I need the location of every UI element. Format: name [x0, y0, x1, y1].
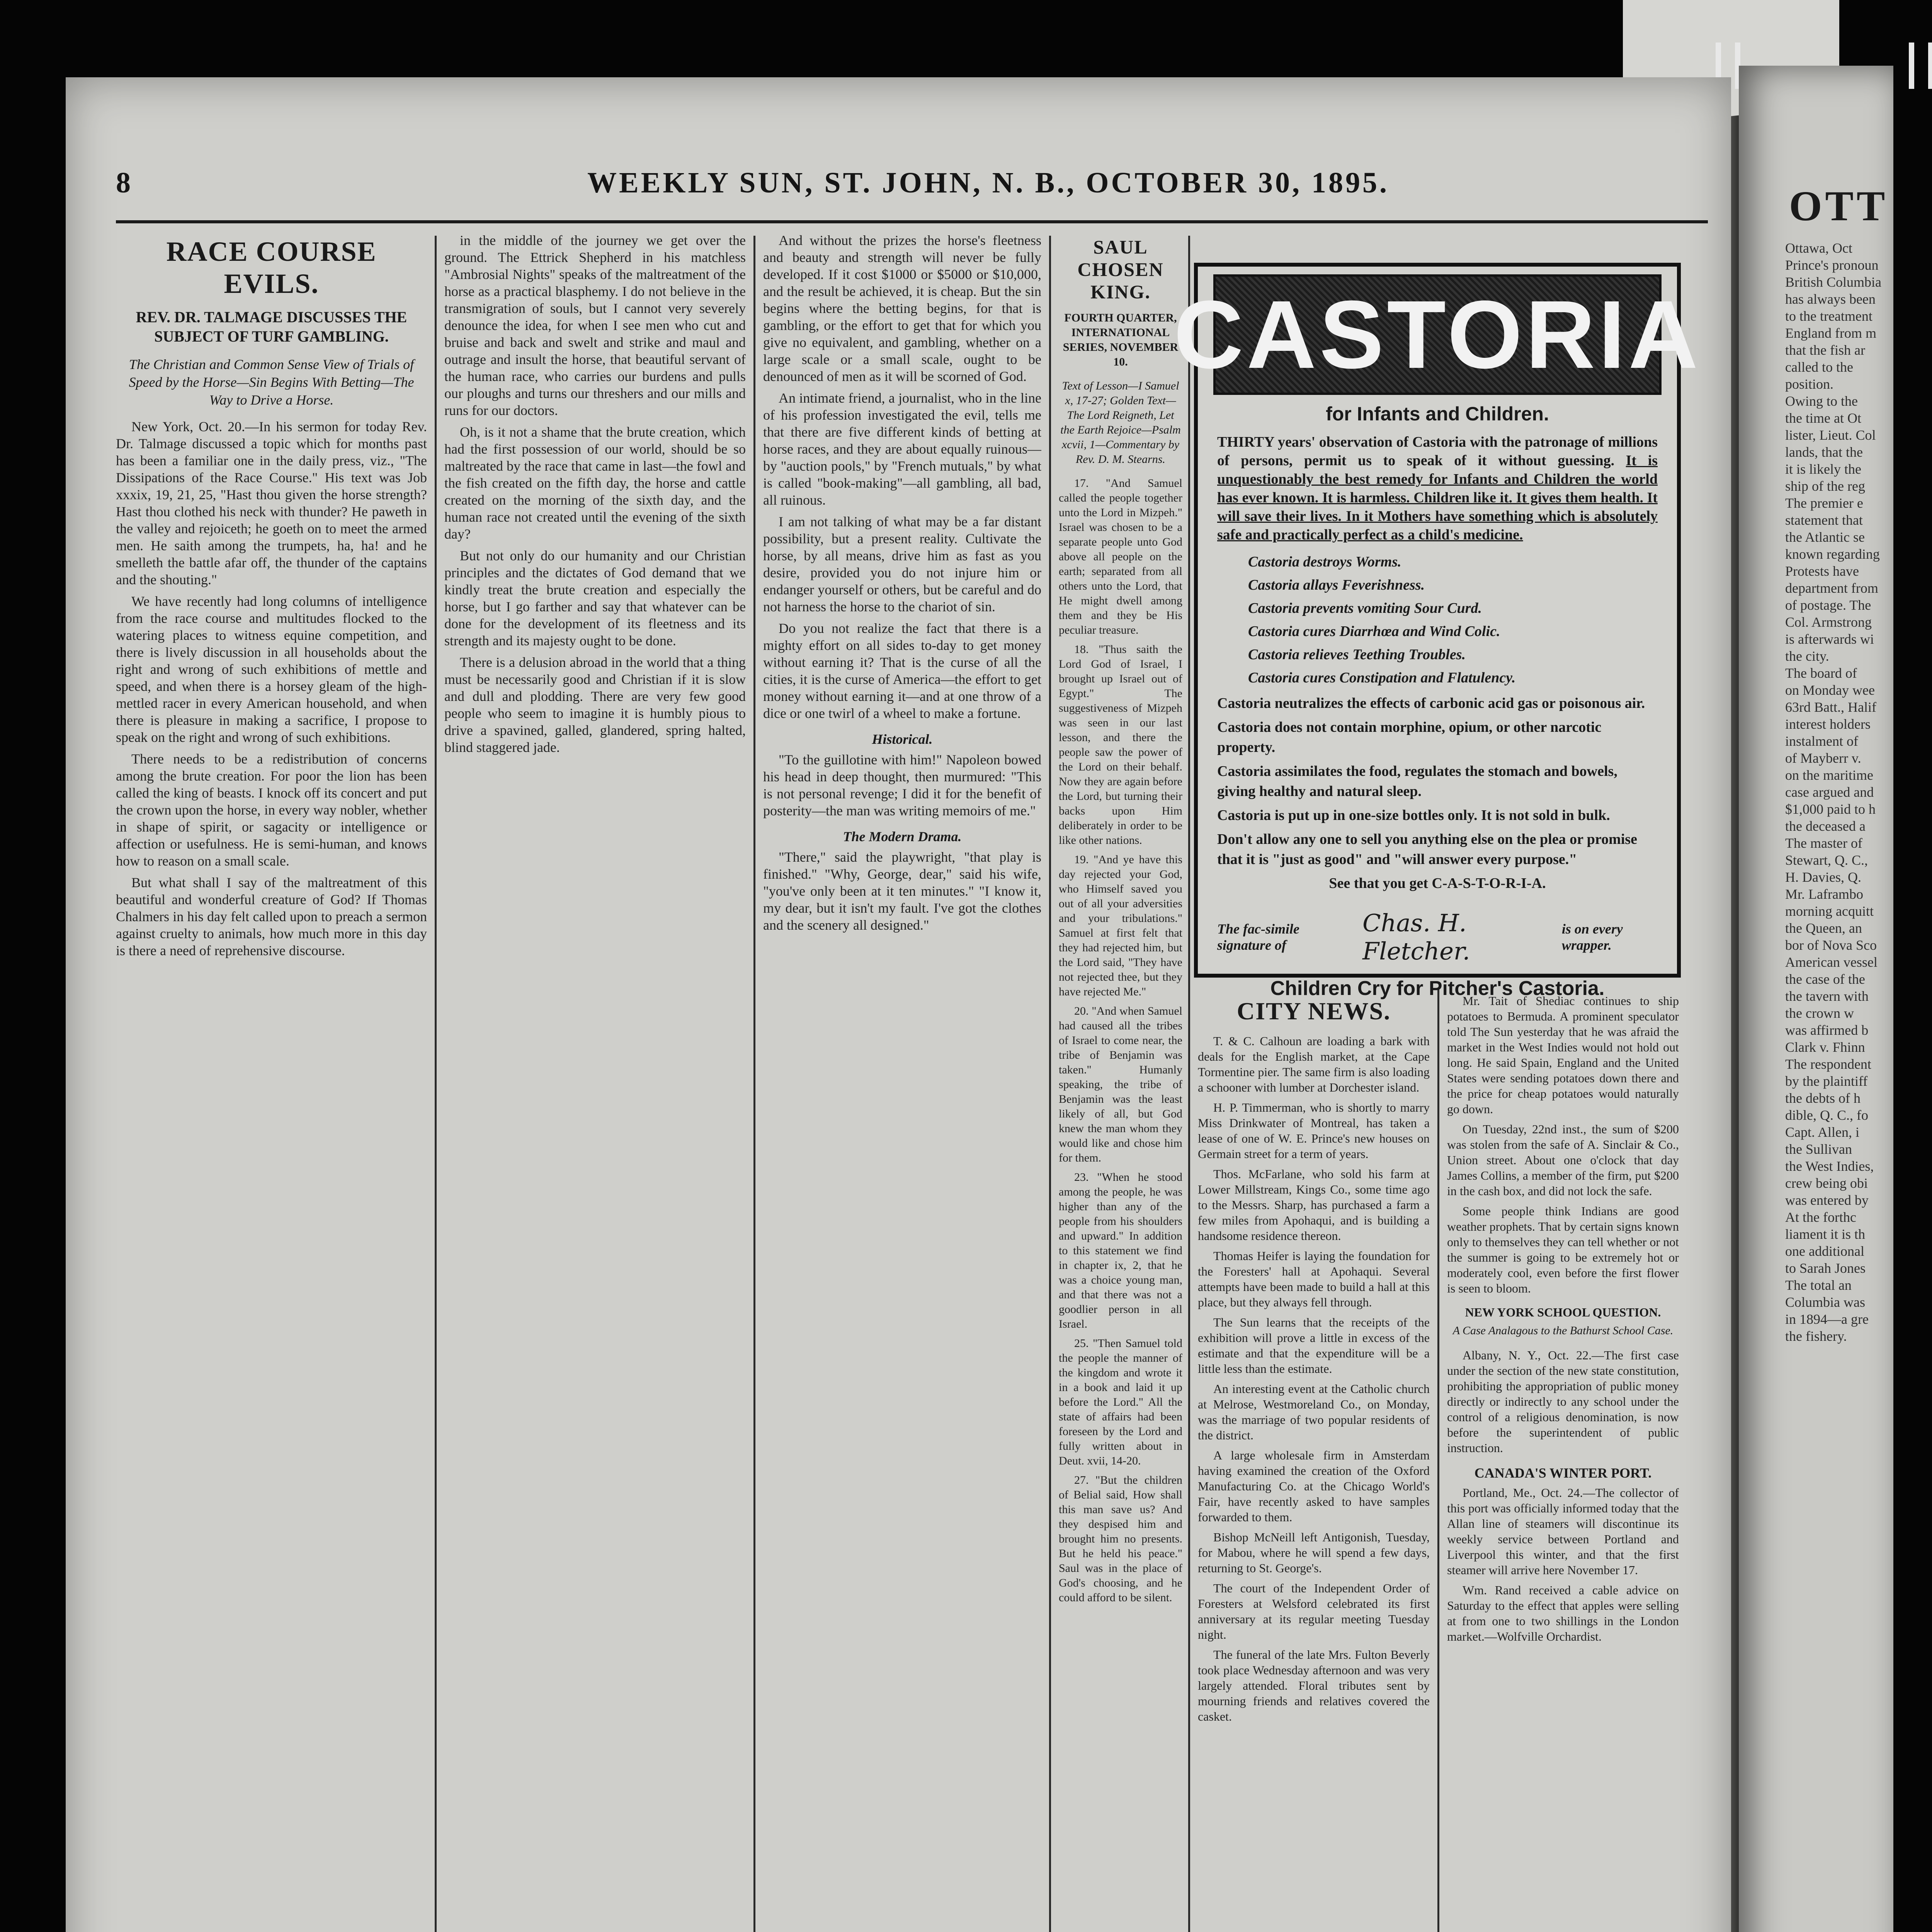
adjacent-page-line: was entered by [1785, 1192, 1869, 1208]
paragraph: in the middle of the journey we get over the ground. The Ettrick Shepherd in his matchless "Ambrosial Nights" speaks of the maltreatment of the horse as a practical blasphemy. I do not believe in the transmigration of souls, but I cannot very severely denounce the idea, for when I see men who cut and bruise and back and swelt and strike and maul and outrage and insult the horse, that beautiful servant of the human race, who carries our burdens and pulls our ploughs and turns our threshers and our mills and runs for our doctors. [444, 233, 746, 418]
paragraph: There needs to be a redistribution of concerns among the brute creation. For poor the lion has been called the king of beasts. I knock off its concert and put the crown upon the horse, in every way nobler, whether in shape of spirit, or sagacity or intelligence or affection or usefulness. He is semi-human, and knows how to reason on a small scale. [116, 751, 427, 869]
adjacent-page-line: the Atlantic se [1785, 529, 1865, 545]
paragraph: Albany, N. Y., Oct. 22.—The first case under the section of the new state constitution, prohibiting the appropriation of public money directly or indirectly to any school under the control of a religious denomination, is now before the superintendent of public instruction. [1447, 1348, 1679, 1455]
adjacent-page-line: the Sullivan [1785, 1141, 1852, 1157]
column-rule [753, 236, 755, 1932]
adjacent-page-line: liament it is th [1785, 1226, 1865, 1242]
paragraph: 25. "Then Samuel told the people the manner of the kingdom and wrote it in a book and laid it up before the Lord." All the state of affairs had been foreseen by the Lord and fully written about in Deut. xvii, 14-20. [1059, 1337, 1182, 1467]
paragraph: I am not talking of what may be a far distant possibility, but a present reality. Cultivate the horse, by all means, drive him as fast as you desire, provided you do not injure him or endanger yourself or others, but be careful and do not harness the horse to the chariot of sin. [763, 514, 1041, 614]
adjacent-page-line: to the treatment [1785, 308, 1872, 324]
paragraph: 23. "When he stood among the people, he was higher than any of the people from his shoulders and upward." In addition to this statement we find in chapter ix, 2, that he was a choice young man, and that there was not a goodlier person in all Israel. [1059, 1171, 1182, 1330]
adjacent-page-line: crew being obi [1785, 1175, 1868, 1191]
paragraph: There is a delusion abroad in the world that a thing must be necessarily good and Christian if it is slow and dull and plodding. There are very few good people who seem to imagine it is humbly pious to drive a spavined, galled, glandered, spring halted, blind staggered jade. [444, 655, 746, 755]
adjacent-page-line: 63rd Batt., Halif [1785, 699, 1876, 715]
scan-mark [1909, 43, 1914, 89]
subdeck: The Christian and Common Sense View of Trials of Speed by the Horse—Sin Begins With Betting—The Way to Drive a Horse. [129, 357, 414, 408]
adjacent-page-line: Stewart, Q. C., [1785, 852, 1868, 868]
newspaper-title: WEEKLY SUN, ST. JOHN, N. B., OCTOBER 30, 1895. [587, 167, 1389, 199]
adjacent-page-line: England from m [1785, 325, 1876, 341]
headline: SAUL CHOSEN KING. [1077, 236, 1164, 303]
article-race-course-evils [116, 232, 427, 1932]
adjacent-page-line: is afterwards wi [1785, 631, 1874, 647]
adjacent-page-line: it is likely the [1785, 461, 1861, 477]
signature-suffix: is on every wrapper. [1561, 921, 1623, 953]
adjacent-page-line: of postage. The [1785, 597, 1871, 613]
article-saul-chosen-king [1059, 232, 1182, 1932]
paragraph: The court of the Independent Order of Foresters at Welsford celebrated its first anniversary at its regular meeting Tuesday night. [1198, 1581, 1430, 1641]
paragraph: On Tuesday, 22nd inst., the sum of $200 was stolen from the safe of A. Sinclair & Co., Union street. About one o'clock that day James Collins, a member of the firm, put $200 in the cash box, and did not lock the safe. [1447, 1122, 1679, 1198]
adjacent-page-line: dible, Q. C., fo [1785, 1107, 1868, 1123]
paragraph: Oh, is it not a shame that the brute creation, which had the first possession of our world, should be so maltreated by the race that came in last—the fowl and the fish created on the fifth day, the horse and cattle created on the morning of the sixth day, and the human race not created until the evening of the sixth day? [444, 424, 746, 542]
column-rule [435, 236, 437, 1932]
paragraph: Thomas Heifer is laying the foundation for the Foresters' hall at Apohaqui. Several attempts have been made to build a hall at this place, but they always fell through. [1198, 1249, 1430, 1309]
deck: FOURTH QUARTER, INTERNATIONAL SERIES, NOVEMBER 10. [1063, 311, 1179, 368]
paragraph: And without the prizes the horse's fleetness and beauty and strength will never be fully developed. If it cost $1000 or $5000 or $10,000, and the result be achieved, it is cheap. But the sin begins where the betting begins, for that is gambling, or the effort to get that for which you give no equivalent, and gambling, whether on a large scale or a small scale, ought to be denounced of men as it will be scorned of God. [763, 233, 1041, 384]
paragraph: Mr. Tait of Shediac continues to ship potatoes to Bermuda. A prominent speculator told The Sun yesterday that he was afraid the market in the West Indies would not hold out long. He said Spain, England and the United States were sending potatoes down there and the price for cheap potatoes would naturally go down. [1447, 994, 1679, 1116]
paragraph: 20. "And when Samuel had caused all the tribes of Israel to come near, the tribe of Benjamin was taken." Humanly speaking, the tribe of Benjamin was the least likely of all, but God knew the man whom they would like and chose him for them. [1059, 1005, 1182, 1164]
adjacent-page-line: statement that [1785, 512, 1863, 528]
adjacent-page-line: morning acquitt [1785, 903, 1874, 919]
paragraph: Thos. McFarlane, who sold his farm at Lower Millstream, Kings Co., some time ago to the Messrs. Sharp, has purchased a farm a few miles from Apohaqui, and is building a handsome residence thereon. [1198, 1167, 1430, 1243]
page-number: 8 [116, 167, 133, 199]
adjacent-page-line: known regarding [1785, 546, 1880, 562]
adjacent-page-line: to Sarah Jones [1785, 1260, 1866, 1276]
adjacent-page-line: $1,000 paid to h [1785, 801, 1876, 817]
paragraph: 27. "But the children of Belial said, How shall this man save us? And they despised him and brought him no presents. But he held his peace." Saul was in the place of God's choosing, and he could afford to be silent. [1059, 1474, 1182, 1604]
adjacent-page-line: H. Davies, Q. [1785, 869, 1861, 885]
ad-claim: See that you get C-A-S-T-O-R-I-A. [1329, 875, 1546, 891]
article-city-news [1198, 993, 1430, 1932]
adjacent-page-line: The total an [1785, 1277, 1852, 1293]
paragraph: An interesting event at the Catholic church at Melrose, Westmoreland Co., on Monday, was the marriage of two popular residents of the district. [1198, 1382, 1430, 1442]
adjacent-page-line: Protests have [1785, 563, 1859, 579]
adjacent-page-line: interest holders [1785, 716, 1871, 732]
castoria-banner [1173, 274, 1701, 395]
ad-claim: Castoria is put up in one-size bottles only. It is not sold in bulk. [1217, 807, 1610, 823]
adjacent-page-line: the city. [1785, 648, 1829, 664]
ad-intro [1217, 433, 1658, 544]
adjacent-page-line: the Queen, an [1785, 920, 1862, 936]
adjacent-page-line: one additional [1785, 1243, 1864, 1259]
article-local-items [1447, 993, 1679, 1932]
adjacent-page-line: on Monday wee [1785, 682, 1875, 698]
adjacent-page-line: Clark v. Fhinn [1785, 1039, 1865, 1055]
paragraph: A large wholesale firm in Amsterdam having examined the creation of the Oxford Manufacturing Co. at the Chicago World's Fair, have recently asked to have samples forwarded to them. [1198, 1448, 1430, 1524]
list-item: Castoria allays Feverishness. [1248, 577, 1425, 593]
headline: CITY NEWS. [1236, 997, 1391, 1025]
adjacent-page-line: position. [1785, 376, 1834, 392]
ad-subtitle: for Infants and Children. [1326, 403, 1549, 425]
list-item: Castoria cures Constipation and Flatulency. [1248, 670, 1516, 686]
subdeck: A Case Analagous to the Bathurst School Case. [1452, 1324, 1673, 1337]
signature-prefix: The fac-simile signature of [1217, 921, 1299, 953]
adjacent-page-line: bor of Nova Sco [1785, 937, 1877, 953]
adjacent-page-line: lands, that the [1785, 444, 1863, 460]
paragraph: 19. "And ye have this day rejected your God, who Himself saved you out of all your adversities and your tribulations." Samuel at first felt that they had rejected him, but the Lord said, "They have not rejected thee, but they have rejected Me." [1059, 853, 1182, 998]
adjacent-page-line: that the fish ar [1785, 342, 1865, 358]
headline: RACE COURSE EVILS. [166, 236, 377, 299]
masthead-rule [116, 220, 1708, 223]
brand-name: CASTORIA [1173, 281, 1701, 388]
adjacent-page-column [1785, 240, 1886, 1345]
column-rule [1437, 989, 1439, 1932]
adjacent-page-line: by the plaintiff [1785, 1073, 1868, 1089]
paragraph: Wm. Rand received a cable advice on Saturday to the effect that apples were selling at from one to two shillings in the London market.—Wolfville Orchardist. [1447, 1583, 1679, 1643]
ad-claim: Castoria does not contain morphine, opium, or other narcotic property. [1217, 719, 1602, 755]
adjacent-page-line: Mr. Laframbo [1785, 886, 1863, 902]
paragraph: An intimate friend, a journalist, who in the line of his profession investigated the evil, tells me that there are five different kinds of betting at horse races, and they are about equally ruinous—by "auction pools," by "French mutuals," by what is called "book-making"—all gambling, all bad, all ruinous. [763, 390, 1041, 508]
paragraph: The Sun learns that the receipts of the exhibition will prove a little in excess of the estimate and that the expenditure will be a little less than the estimate. [1198, 1315, 1430, 1376]
paragraph: 18. "Thus saith the Lord God of Israel, I brought up Israel out of Egypt." The suggestiveness of Mizpeh was seen in our last lesson, and there the people saw the power of the Lord on their behalf. Now they are again before the Lord, but turning their backs upon Him deliberately in order to be like other nations. [1059, 643, 1182, 847]
paragraph: Portland, Me., Oct. 24.—The collector of this port was officially informed today that the Allan line of steamers will discontinue its weekly service between Portland and Liverpool this winter, and that the first steamer will arrive here November 17. [1447, 1486, 1679, 1577]
paragraph: But not only do our humanity and our Christian principles and the dictates of God demand that we kindly treat the brute creation and especially the horse, but I go farther and say that whatever can be done for the development of its fleetness and its strength and its majesty ought to be done. [444, 548, 746, 648]
ad-claim: Castoria assimilates the food, regulates the stomach and bowels, giving healthy and natural sleep. [1217, 763, 1617, 799]
ad-claim: Don't allow any one to sell you anything else on the plea or promise that it is "just as good" and "will answer every purpose." [1217, 831, 1637, 867]
adjacent-page-line: the case of the [1785, 971, 1865, 987]
paragraph: "To the guillotine with him!" Napoleon bowed his head in deep thought, then murmured: "This is not personal revenge; I did it for the benefit of posterity—the man was writing memoirs of me." [763, 752, 1041, 818]
deck: REV. DR. TALMAGE DISCUSSES THE SUBJECT OF TURF GAMBLING. [136, 308, 407, 345]
adjacent-page-headline: OTT [1789, 182, 1888, 230]
adjacent-page-line: called to the [1785, 359, 1853, 375]
signature: Chas. H. Fletcher. [1362, 909, 1470, 965]
article-continued [444, 232, 746, 1932]
adjacent-page-line: of Mayberr v. [1785, 750, 1861, 766]
adjacent-page-line: was affirmed b [1785, 1022, 1869, 1038]
adjacent-page-line: department from [1785, 580, 1878, 596]
adjacent-page-line: Capt. Allen, i [1785, 1124, 1859, 1140]
adjacent-page-line: Prince's pronoun [1785, 257, 1879, 273]
adjacent-page-line: the tavern with [1785, 988, 1869, 1004]
paragraph: New York, Oct. 20.—In his sermon for today Rev. Dr. Talmage discussed a topic which for months past has been a familiar one in the daily press, viz., "The Dissipations of the Race Course." His text was Job xxxix, 19, 21, 25, "Hast thou given the horse strength? Hast thou clothed his neck with thunder? He paweth in the valley and rejoiceth; he goeth on to meet the armed men. He saith among the trumpets, ha, ha! and he smelleth the battle afar off, the thunder of the captains and the shouting." [116, 419, 427, 587]
section-heading: NEW YORK SCHOOL QUESTION. [1465, 1305, 1661, 1319]
adjacent-page-line: British Columbia [1785, 274, 1882, 290]
adjacent-page-line: instalment of [1785, 733, 1858, 749]
list-item: Castoria relieves Teething Troubles. [1248, 646, 1466, 663]
subdeck: Text of Lesson—I Samuel x, 17-27; Golden Text—The Lord Reigneth, Let the Earth Rejoice—Psalm xcvii, 1—Commentary by Rev. D. M. Stearns. [1060, 379, 1181, 466]
paragraph: Some people think Indians are good weather prophets. That by certain signs known only to themselves they can tell whether or not the summer is going to be extremely hot or moderately cool, even before the first flower is seen to bloom. [1447, 1204, 1679, 1295]
adjacent-page-line: lister, Lieut. Col [1785, 427, 1876, 443]
ad-intro-b: It is unquestionably the best remedy for Infants and Children the world has ever known. It is harmless. Children like it. It gives them health. It will save their lives. In it Mothers have something which is absolutely safe and practically perfect as a child's medicine. [1217, 452, 1658, 543]
adjacent-page-line: the deceased a [1785, 818, 1866, 834]
adjacent-page-line: Col. Armstrong [1785, 614, 1872, 630]
paragraph: Do you not realize the fact that there is a mighty effort on all sides to-day to get money without earning it? That is the curse of all the cities, it is the curse of America—the effort to get money without earning it—and at one throw of a dice or one twirl of a wheel to make a fortune. [763, 621, 1041, 721]
paragraph: But what shall I say of the maltreatment of this beautiful and wonderful creature of God? If Thomas Chalmers in his day felt called upon to preach a sermon against cruelty to animals, how much more in this day is there a need of reprehensive discourse. [116, 875, 427, 958]
adjacent-page-line: American vessel [1785, 954, 1878, 970]
column-rule [1049, 236, 1051, 1932]
list-item: Castoria destroys Worms. [1248, 554, 1401, 570]
list-item: Castoria cures Diarrhœa and Wind Colic. [1248, 623, 1500, 639]
adjacent-page-line: in 1894—a gre [1785, 1311, 1869, 1327]
ad-claim: Castoria neutralizes the effects of carbonic acid gas or poisonous air. [1217, 695, 1645, 711]
adjacent-page-line: the fishery. [1785, 1328, 1847, 1344]
adjacent-page-line: on the maritime [1785, 767, 1873, 783]
adjacent-page-line: ship of the reg [1785, 478, 1865, 494]
signature-line [1217, 909, 1658, 965]
ad-tagline: Children Cry for Pitcher's Castoria. [1270, 977, 1605, 1000]
adjacent-page-line: Columbia was [1785, 1294, 1865, 1310]
adjacent-page-line: At the forthc [1785, 1209, 1856, 1225]
adjacent-page-line: The master of [1785, 835, 1862, 851]
paragraph: We have recently had long columns of intelligence from the race course and multitudes flocked to the watering places to witness equine competition, and there is lively discussion in all households about the right and wrong of such exhibitions of mettle and speed, and when there is a horsey gleam of the high-mettled racer in every American household, and when there is pleasure in making a sacrifice, I propose to speak on the right and wrong of such exhibitions. [116, 594, 427, 745]
section-heading: CANADA'S WINTER PORT. [1474, 1465, 1652, 1481]
adjacent-page-line: The premier e [1785, 495, 1863, 511]
section-heading: Historical. [872, 731, 933, 747]
adjacent-page-line: has always been [1785, 291, 1876, 307]
adjacent-page-line: the debts of h [1785, 1090, 1861, 1106]
adjacent-page-line: Owing to the [1785, 393, 1858, 409]
adjacent-page-line: the West Indies, [1785, 1158, 1874, 1174]
adjacent-page-line: The respondent [1785, 1056, 1871, 1072]
adjacent-page-line: The board of [1785, 665, 1857, 681]
masthead [116, 166, 1708, 224]
section-heading: The Modern Drama. [843, 829, 962, 844]
scan-mark [1928, 43, 1932, 89]
paragraph: "There," said the playwright, "that play is finished." "Why, George, dear," said his wife, "you've only been at it ten minutes." "I know it, my dear, but it isn't my fault. I've got the clothes and the scenery all designed." [763, 849, 1041, 933]
adjacent-page-line: Ottawa, Oct [1785, 240, 1852, 256]
paragraph: Bishop McNeill left Antigonish, Tuesday, for Mabou, where he will spend a few days, returning to St. George's. [1198, 1530, 1430, 1575]
ad-intro-a: THIRTY years' observation of Castoria with the patronage of millions of persons, permit us to speak of it without guessing. [1217, 434, 1658, 469]
paragraph: 17. "And Samuel called the people together unto the Lord in Mizpeh." Israel was chosen to be a separate people unto God above all people on the earth; separated from all others unto the Lord, that He might dwell among them and they be His peculiar treasure. [1059, 477, 1182, 636]
paragraph: The funeral of the late Mrs. Fulton Beverly took place Wednesday afternoon and was very largely attended. Floral tributes sent by mourning friends and relatives covered the casket. [1198, 1648, 1430, 1723]
paragraph: H. P. Timmerman, who is shortly to marry Miss Drinkwater of Montreal, has taken a lease of one of W. E. Prince's new houses on Germain street for a term of years. [1198, 1100, 1430, 1161]
paragraph: T. & C. Calhoun are loading a bark with deals for the English market, at the Cape Tormentine pier. The same firm is also loading a schooner with lumber at Dorchester island. [1198, 1034, 1430, 1094]
adjacent-page-line: case argued and [1785, 784, 1874, 800]
list-item: Castoria prevents vomiting Sour Curd. [1248, 600, 1482, 616]
castoria-advertisement [1173, 263, 1701, 1000]
article-continued [763, 232, 1041, 1932]
column-rule [1188, 236, 1190, 1932]
adjacent-page-line: the time at Ot [1785, 410, 1861, 426]
adjacent-page-line: the crown w [1785, 1005, 1854, 1021]
ad-benefits-list [1217, 550, 1658, 689]
